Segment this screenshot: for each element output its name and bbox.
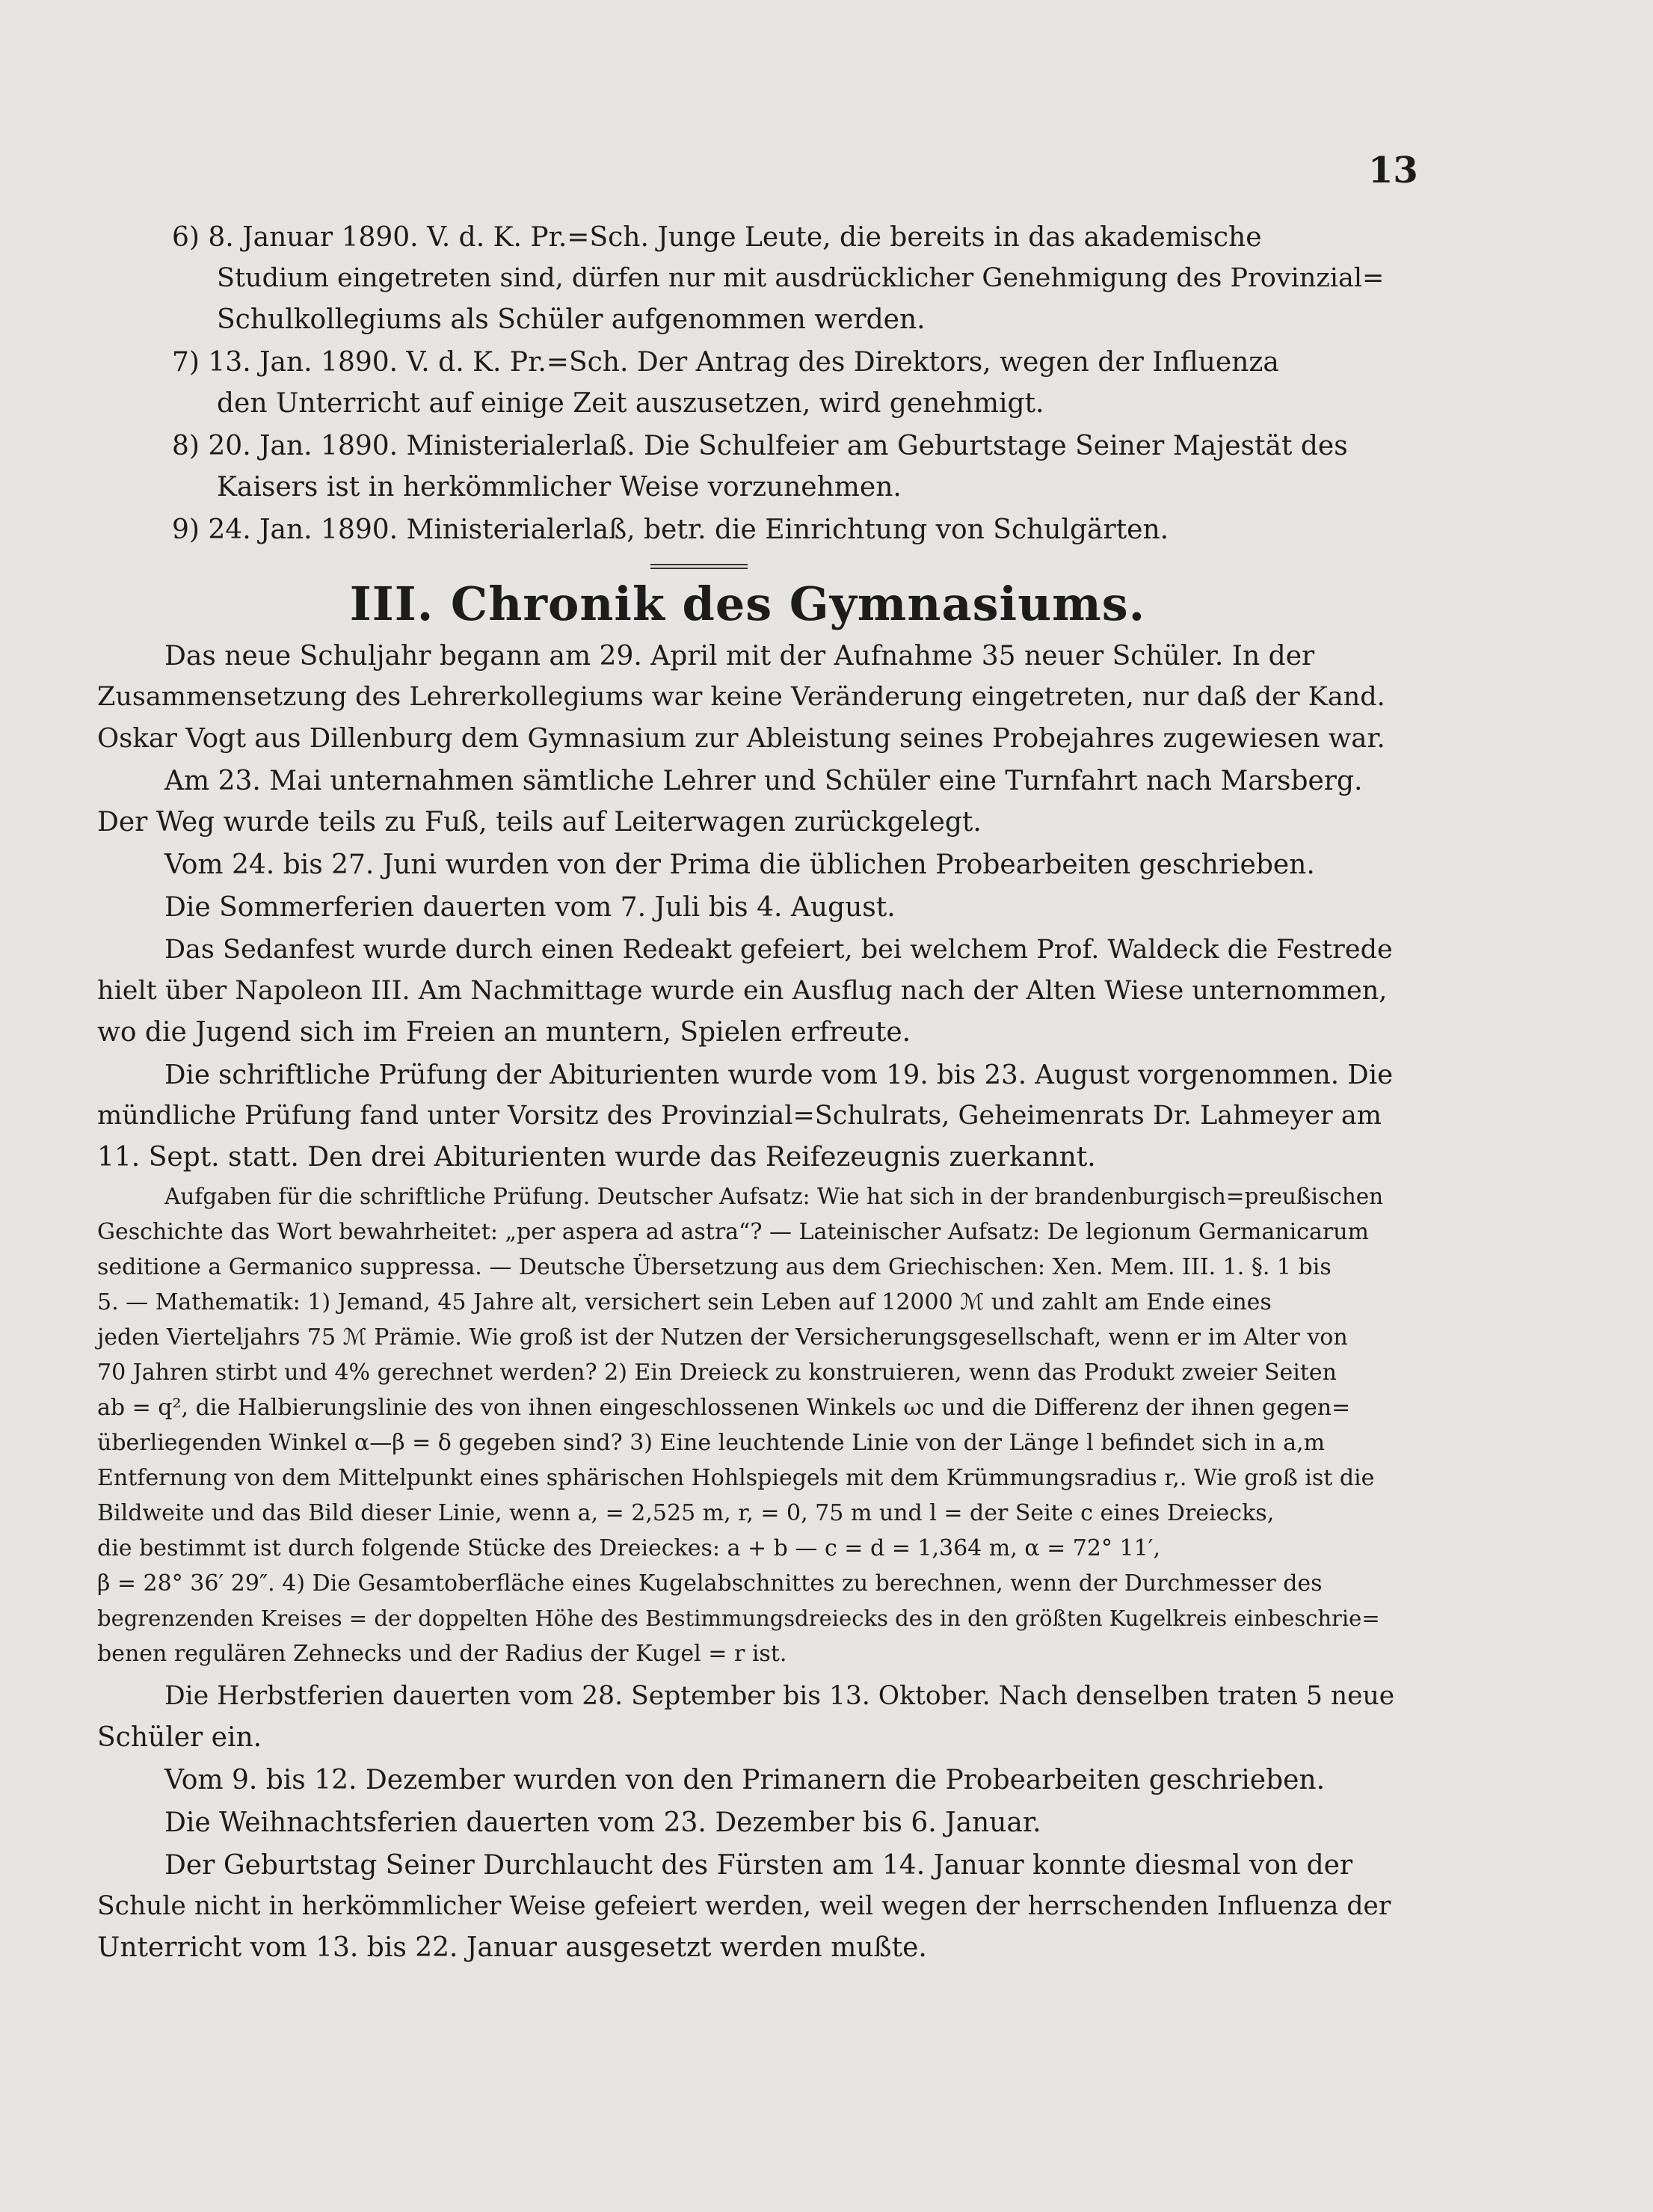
decree-7 — [97, 342, 1398, 424]
text-line: den Unterricht auf einige Zeit auszusetzen, wird genehmigt. — [217, 388, 1044, 419]
text-line: jeden Vierteljahrs 75 ℳ Prämie. Wie groß ist der Nutzen der Versicherungsgesellschaft, wenn er im Alter von — [97, 1324, 1348, 1351]
section-heading: III. Chronik des Gymnasiums. — [349, 577, 1146, 631]
text-line: die bestimmt ist durch folgende Stücke des Dreieckes: a + b — c = d = 1,364 m, α = 72° 11′, — [97, 1535, 1161, 1561]
paragraph — [97, 1054, 1398, 1178]
decree-8 — [97, 425, 1398, 508]
text-line: Der Weg wurde teils zu Fuß, teils auf Leiterwagen zurückgelegt. — [97, 807, 982, 838]
paragraph — [97, 1676, 1398, 1758]
paragraph — [97, 761, 1398, 843]
text-line: wo die Jugend sich im Freien an muntern, Spielen erfreute. — [97, 1017, 911, 1048]
text-line: 7) 13. Jan. 1890. V. d. K. Pr.=Sch. Der Antrag des Direktors, wegen der Influenza — [172, 347, 1279, 378]
decree-9 — [97, 509, 1398, 550]
paragraph — [97, 887, 1398, 928]
text-line: überliegenden Winkel α—β = δ gegeben sind? 3) Eine leuchtende Linie von der Länge l befindet sich in a,m — [97, 1430, 1326, 1456]
text-line: Die Weihnachtsferien dauerten vom 23. Dezember bis 6. Januar. — [164, 1807, 1041, 1838]
chronicle-part-2 — [97, 1676, 1398, 1968]
text-line: Entfernung von dem Mittelpunkt eines sphärischen Hohlspiegels mit dem Krümmungsradius r,. Wie groß ist die — [97, 1465, 1375, 1491]
text-line: ab = q², die Halbierungslinie des von ihnen eingeschlossenen Winkels ωc und die Differenz der ihnen gegen= — [97, 1395, 1351, 1421]
paragraph — [97, 636, 1398, 759]
text-line: 8) 20. Jan. 1890. Ministerialerlaß. Die Schulfeier am Geburtstage Seiner Majestät des — [172, 431, 1348, 461]
text-line: 70 Jahren stirbt und 4% gerechnet werden? 2) Ein Dreieck zu konstruieren, wenn das Produkt zweier Seiten — [97, 1360, 1337, 1386]
text-line: begrenzenden Kreises = der doppelten Höhe des Bestimmungsdreiecks des in den größten Kugelkreis einbeschrie= — [97, 1606, 1380, 1631]
text-line: Die Herbstferien dauerten vom 28. September bis 13. Oktober. Nach denselben traten 5 neue — [164, 1681, 1395, 1711]
text-line: Schüler ein. — [97, 1722, 262, 1753]
paragraph — [97, 1760, 1398, 1801]
text-line: Zusammensetzung des Lehrerkollegiums war keine Veränderung eingetreten, nur daß der Kand. — [97, 682, 1385, 712]
exam-tasks — [97, 1179, 1398, 1671]
text-line: Aufgaben für die schriftliche Prüfung. Deutscher Aufsatz: Wie hat sich in der brandenburgisch=preußischen — [164, 1184, 1384, 1209]
paragraph — [97, 1845, 1398, 1968]
decree-6 — [97, 217, 1398, 340]
section-divider — [650, 564, 748, 565]
text-line: Kaisers ist in herkömmlicher Weise vorzunehmen. — [217, 472, 902, 503]
paragraph — [97, 1802, 1398, 1843]
text-line: 9) 24. Jan. 1890. Ministerialerlaß, betr. die Einrichtung von Schulgärten. — [172, 514, 1169, 545]
text-line: Studium eingetreten sind, dürfen nur mit ausdrücklicher Genehmigung des Provinzial= — [217, 263, 1385, 293]
text-line: Die schriftliche Prüfung der Abiturienten wurde vom 19. bis 23. August vorgenommen. Die — [164, 1060, 1394, 1090]
text-line: Das neue Schuljahr begann am 29. April mit der Aufnahme 35 neuer Schüler. In der — [164, 641, 1315, 672]
text-line: Geschichte das Wort bewahrheitet: „per aspera ad astra“? — Lateinischer Aufsatz: De legionum Germanicarum — [97, 1219, 1369, 1245]
text-line: Das Sedanfest wurde durch einen Redeakt gefeiert, bei welchem Prof. Waldeck die Festrede — [164, 935, 1393, 965]
text-line: Die Sommerferien dauerten vom 7. Juli bis 4. August. — [164, 892, 896, 923]
text-line: mündliche Prüfung fand unter Vorsitz des Provinzial=Schulrats, Geheimenrats Dr. Lahmeyer am — [97, 1101, 1382, 1131]
text-line: Schulkollegiums als Schüler aufgenommen werden. — [217, 304, 926, 335]
text-line: benen regulären Zehnecks und der Radius der Kugel = r ist. — [97, 1641, 787, 1667]
text-line: Bildweite und das Bild dieser Linie, wenn a, = 2,525 m, r, = 0, 75 m und l = der Seite c eines Dreiecks, — [97, 1500, 1275, 1526]
text-line: Am 23. Mai unternahmen sämtliche Lehrer und Schüler eine Turnfahrt nach Marsberg. — [164, 766, 1363, 796]
paragraph — [97, 930, 1398, 1053]
text-line: 11. Sept. statt. Den drei Abiturienten wurde das Reifezeugnis zuerkannt. — [97, 1142, 1096, 1173]
text-line: 5. — Mathematik: 1) Jemand, 45 Jahre alt, versichert sein Leben auf 12000 ℳ und zahlt am Ende eines — [97, 1289, 1272, 1315]
decree-list — [97, 217, 1398, 550]
text-line: β = 28° 36′ 29″. 4) Die Gesamtoberfläche eines Kugelabschnittes zu berechnen, wenn der Durchmesser des — [97, 1570, 1323, 1597]
text-line: Vom 9. bis 12. Dezember wurden von den Primanern die Probearbeiten geschrieben. — [164, 1765, 1326, 1795]
text-line: Unterricht vom 13. bis 22. Januar ausgesetzt werden mußte. — [97, 1932, 927, 1963]
page-number: 13 — [1368, 150, 1418, 191]
text-line: Vom 24. bis 27. Juni wurden von der Prima die üblichen Probearbeiten geschrieben. — [164, 850, 1315, 880]
page-body — [97, 217, 1398, 1970]
text-line: Der Geburtstag Seiner Durchlaucht des Fürsten am 14. Januar konnte diesmal von der — [164, 1850, 1353, 1881]
paragraph — [97, 844, 1398, 885]
chronicle-part-1 — [97, 636, 1398, 1178]
text-line: Oskar Vogt aus Dillenburg dem Gymnasium zur Ableistung seines Probejahres zugewiesen war. — [97, 723, 1385, 754]
text-line: seditione a Germanico suppressa. — Deutsche Übersetzung aus dem Griechischen: Xen. Mem. III. 1. §. 1 bis — [97, 1254, 1332, 1280]
text-line: hielt über Napoleon III. Am Nachmittage wurde ein Ausflug nach der Alten Wiese unternommen, — [97, 976, 1388, 1006]
text-line: Schule nicht in herkömmlicher Weise gefeiert werden, weil wegen der herrschenden Influenza der — [97, 1891, 1391, 1921]
text-line: 6) 8. Januar 1890. V. d. K. Pr.=Sch. Junge Leute, die bereits in das akademische — [172, 222, 1262, 253]
